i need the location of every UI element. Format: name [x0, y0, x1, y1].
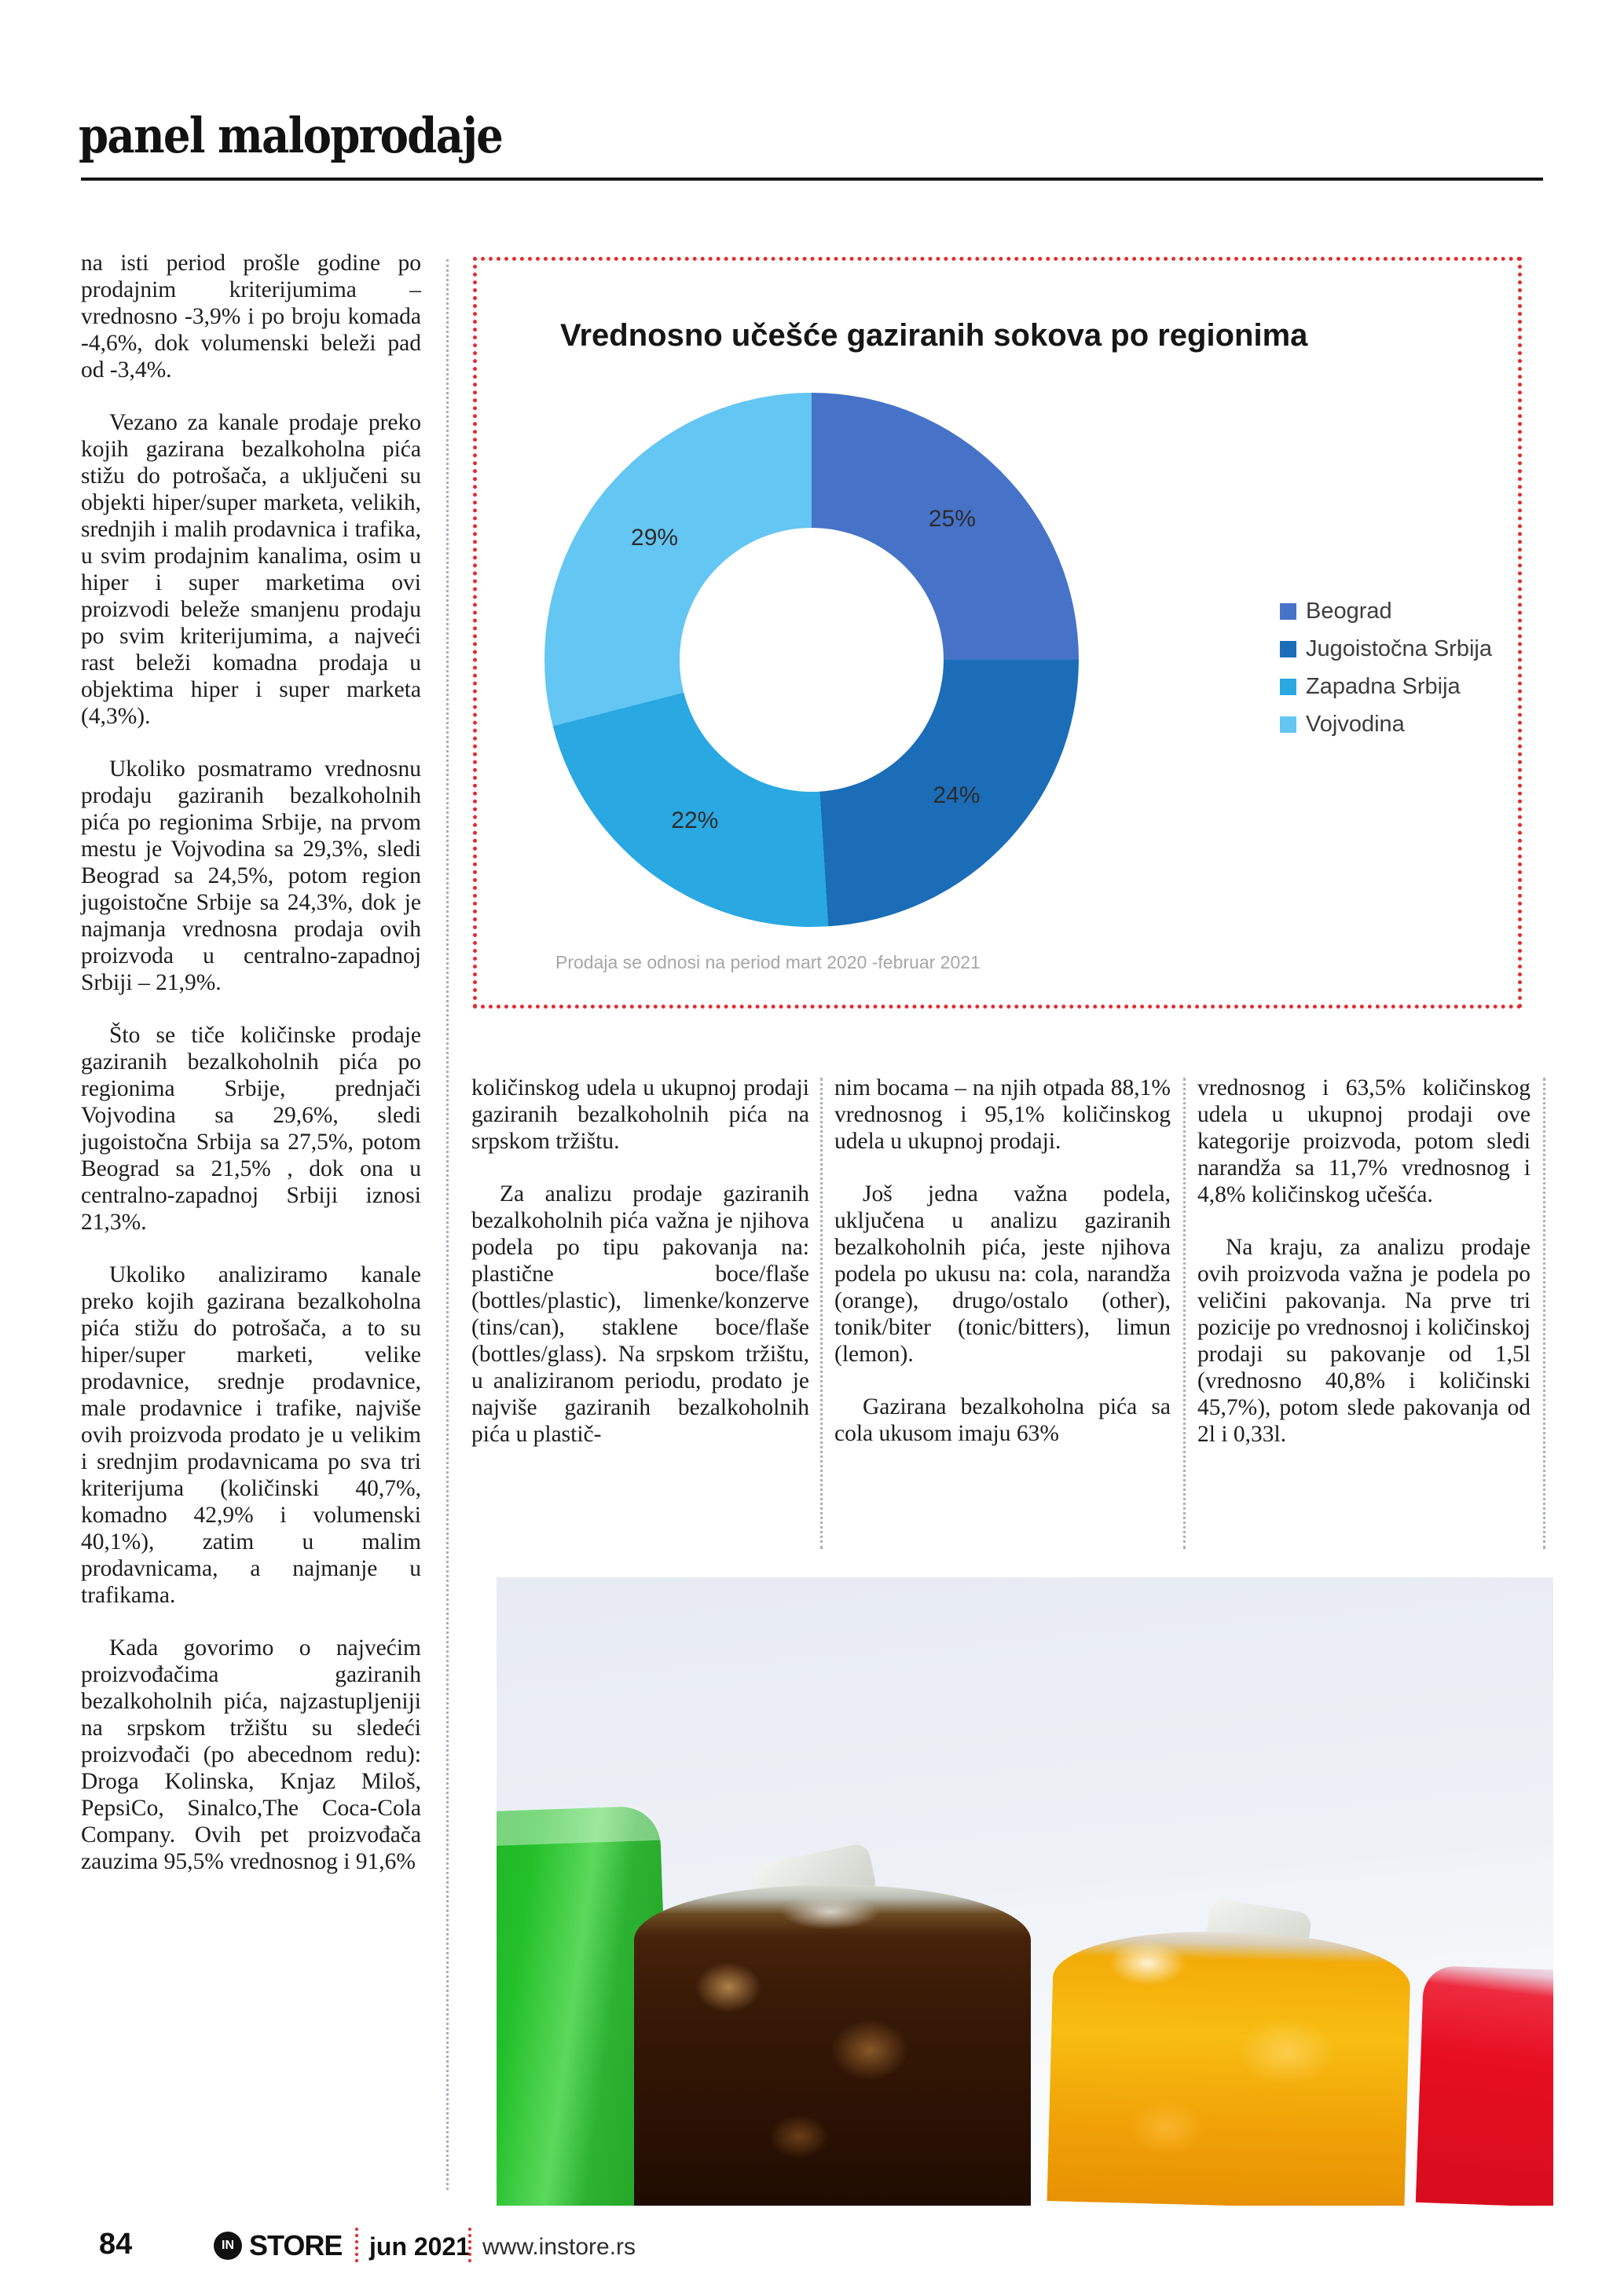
legend-label: Beograd [1306, 599, 1392, 624]
legend-swatch [1280, 716, 1296, 733]
paragraph: Još jedna važna podela, uključena u analizu gaziranih bezalkoholnih pića, jeste njihova podela po ukusu na: cola, narandža (orange), drugo/ostalo (other), tonik/biter (tonic/bitters), limun (lemon). [834, 1181, 1171, 1367]
column-2 [471, 1075, 809, 1448]
chart-legend [1280, 599, 1492, 749]
website-url: www.instore.rs [482, 2234, 636, 2260]
header-rule [81, 178, 1543, 181]
chart-footnote: Prodaja se odnosi na period mart 2020 -februar 2021 [555, 952, 981, 972]
donut-hole [680, 528, 944, 792]
column-separator [1543, 1078, 1545, 1549]
footer-separator [468, 2228, 471, 2262]
legend-item [1280, 674, 1492, 700]
legend-swatch [1280, 679, 1296, 695]
donut-chart [544, 393, 1079, 927]
paragraph: Što se tiče količinske prodaje gaziranih bezalkoholnih pića po regionima Srbije, prednjači Vojvodina sa 29,6%, sledi jugoistočna Srbija sa 27,5%, potom Beograd sa 21,5% , dok ona u centralno-zapadnoj Srbiji iznosi 21,3%. [81, 1023, 421, 1235]
slice-label: 25% [928, 506, 976, 533]
column-3 [834, 1075, 1171, 1447]
paragraph: Za analizu prodaje gaziranih bezalkoholnih pića važna je njihova podela po tipu pakovanja na: plastične boce/flaše (bottles/plastic), limenke/konzerve (tins/can), staklene boce/flaše (bottles/glass). Na srpskom tržištu, u analiziranom periodu, prodato je najviše gaziranih bezalkoholnih pića u plastič- [471, 1181, 809, 1447]
legend-swatch [1280, 641, 1296, 657]
paragraph: vrednosnog i 63,5% količinskog udela u ukupnoj prodaji ove kategorije proizvoda, potom sledi narandža sa 11,7% vrednosnog i 4,8% količinskog učešća. [1197, 1075, 1531, 1207]
paragraph: Kada govorimo o najvećim proizvođačima gaziranih bezalkoholnih pića, najzastupljeniji na srpskom tržištu su sledeći proizvođači (po abecednom redu): Droga Kolinska, Knjaz Miloš, PepsiCo, Sinalco,The Coca-Cola Company. Ovih pet proizvođača zauzima 95,5% vrednosnog i 91,6% [81, 1635, 421, 1874]
legend-label: Jugoistočna Srbija [1306, 636, 1492, 661]
paragraph: na isti period prošle godine po prodajnim kriterijumima – vrednosno -3,9% i po broju komada -4,6%, dok volumenski beleži pad od -3,4%. [81, 251, 421, 383]
cola-drink-glass [634, 1885, 1031, 2206]
paragraph: Vezano za kanale prodaje preko kojih gazirana bezalkoholna pića stižu do potrošača, a uključeni su objekti hiper/super marketa, velikih, srednjih i malih prodavnica i trafika, u svim prodajnim kanalima, osim u hiper i super marketima ovi proizvodi beleže smanjenu prodaju po svim kriterijumima, a najveći rast beleži komadna prodaja u objektima hiper i super marketa (4,3%). [81, 410, 421, 729]
column-separator [1183, 1078, 1186, 1549]
instore-logo-text: STORE [249, 2229, 343, 2261]
paragraph: količinskog udela u ukupnoj prodaji gaziranih bezalkoholnih pića na srpskom tržištu. [471, 1075, 809, 1154]
issue-date: jun 2021 [369, 2232, 471, 2261]
column-separator [820, 1078, 823, 1549]
orange-drink-glass [1047, 1928, 1412, 2206]
slice-label: 22% [671, 807, 719, 833]
page-title: panel maloprodaje [79, 106, 503, 164]
instore-logo-icon: IN [214, 2232, 242, 2260]
paragraph: Ukoliko posmatramo vrednosnu prodaju gaziranih bezalkoholnih pića po regionima Srbije, na prvom mestu je Vojvodina sa 29,3%, sledi Beograd sa 24,5%, potom region jugoistočne Srbije sa 24,3%, dok je najmanja vrednosna prodaja ovih proizvoda u centralno-zapadnoj Srbiji – 21,9%. [81, 756, 421, 995]
column-separator [446, 259, 449, 2190]
legend-item [1280, 599, 1492, 624]
chart-panel [473, 257, 1522, 1009]
beverages-photo [497, 1577, 1553, 2206]
paragraph: nim bocama – na njih otpada 88,1% vrednosnog i 95,1% količinskog udela u ukupnoj prodaji. [834, 1075, 1171, 1154]
legend-swatch [1280, 603, 1296, 620]
paragraph: Na kraju, za analizu prodaje ovih proizvoda važna je podela po veličini pakovanja. Na prve tri pozicije po vrednosnoj i količinskoj prodaji su pakovanje od 1,5l (vrednosno 40,8% i količinski 45,7%), potom slede pakovanja od 2l i 0,33l. [1197, 1235, 1531, 1447]
slice-label: 24% [933, 782, 981, 809]
legend-item [1280, 712, 1492, 738]
slice-label: 29% [631, 524, 679, 551]
page-number: 84 [99, 2228, 133, 2261]
column-4 [1197, 1075, 1531, 1448]
footer-separator [355, 2228, 358, 2262]
legend-label: Vojvodina [1306, 712, 1405, 737]
legend-item [1280, 636, 1492, 662]
instore-logo [214, 2229, 342, 2262]
left-column [81, 250, 421, 1875]
paragraph: Ukoliko analiziramo kanale preko kojih gazirana bezalkoholna pića stižu do potrošača, a to su hiper/super marketi, velike prodavnice, srednje prodavnice, male prodavnice i trafike, najviše ovih proizvoda prodato je u velikim i srednjim prodavnicama po sva tri kriterijuma (količinski 40,7%, komadno 42,9% i volumenski 40,1%), zatim u malim prodavnicama, a najmanje u trafikama. [81, 1262, 421, 1608]
red-drink-glass [1416, 1965, 1553, 2206]
legend-label: Zapadna Srbija [1306, 674, 1461, 699]
chart-title: Vrednosno učešće gaziranih sokova po regionima [560, 318, 1308, 353]
paragraph: Gazirana bezalkoholna pića sa cola ukusom imaju 63% [834, 1394, 1171, 1446]
